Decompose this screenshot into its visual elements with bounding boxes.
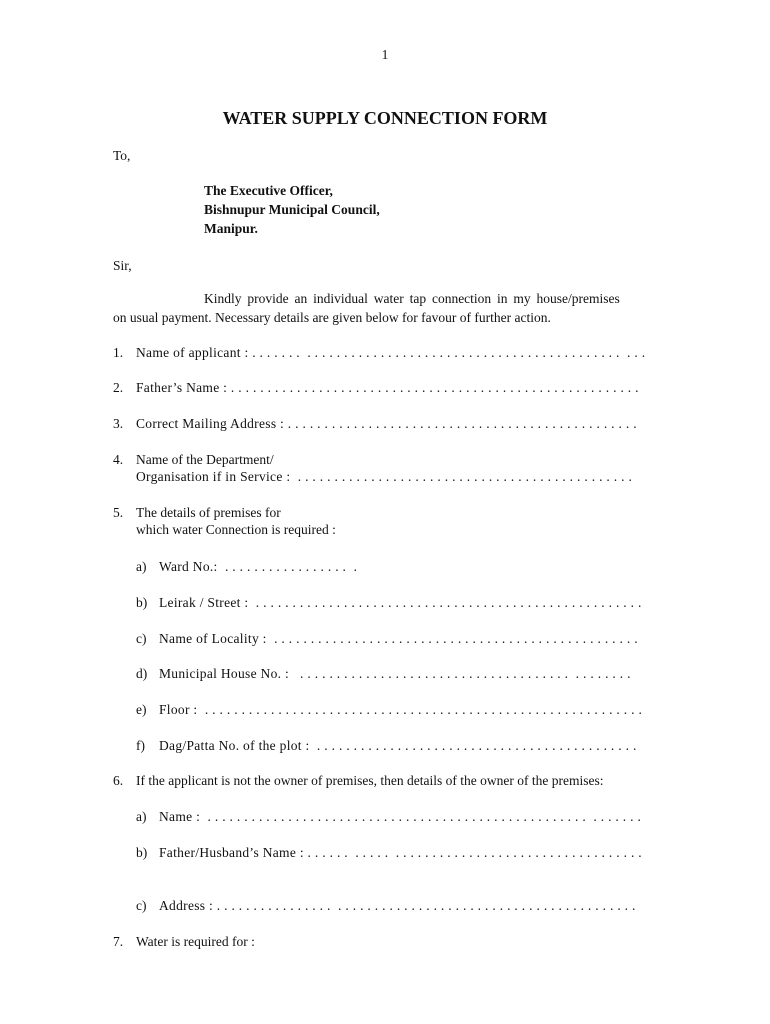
fathers-name-field[interactable]: Father’s Name : . . . . . . . . . . . . . . . . . . . . . . . . . . . . . . . . . . . . . . . . . . . . . . . . . . . . . . . .	[136, 380, 639, 395]
department-field[interactable]: Organisation if in Service : . . . . . . . . . . . . . . . . . . . . . . . . . . . . . . . . . . . . . . . . . . . . . .	[136, 469, 633, 484]
department-label: Name of the Department/	[136, 452, 274, 467]
item-1-number: 1.	[113, 345, 124, 360]
item-5d-label: d)	[136, 666, 148, 681]
addressee-line-1: The Executive Officer,	[204, 183, 333, 198]
owner-address-field[interactable]: Address : . . . . . . . . . . . . . . . . . . . . . . . . . . . . . . . . . . . . . . . . . . . . . . . . . . . . . . . . .	[159, 898, 636, 913]
item-5-number: 5.	[113, 505, 124, 520]
body-line-2: on usual payment. Necessary details are given below for favour of further action.	[113, 310, 551, 325]
addressee-line-3: Manipur.	[204, 221, 258, 236]
water-required-for-label: Water is required for :	[136, 934, 255, 949]
body-line-1: Kindly provide an individual water tap connection in my house/premises	[204, 291, 620, 306]
item-3-number: 3.	[113, 416, 124, 431]
item-5e-label: e)	[136, 702, 147, 717]
item-5c-label: c)	[136, 631, 147, 646]
item-5f-label: f)	[136, 738, 145, 753]
item-2-number: 2.	[113, 380, 124, 395]
house-no-field[interactable]: Municipal House No. : . . . . . . . . . . . . . . . . . . . . . . . . . . . . . . . . . . . . . . . . . . . . .	[159, 666, 631, 681]
applicant-name-field[interactable]: Name of applicant : . . . . . . . . . . . . . . . . . . . . . . . . . . . . . . . . . . . . . . . . . . . . . . . . . . . . .	[136, 345, 646, 360]
ward-no-field[interactable]: Ward No.: . . . . . . . . . . . . . . . . . .	[159, 559, 358, 574]
item-6c-label: c)	[136, 898, 147, 913]
item-5a-label: a)	[136, 559, 147, 574]
greeting: Sir,	[113, 258, 132, 273]
owner-details-label: If the applicant is not the owner of premises, then details of the owner of the premises:	[136, 773, 604, 788]
item-6-number: 6.	[113, 773, 124, 788]
addressee-line-2: Bishnupur Municipal Council,	[204, 202, 380, 217]
item-4-number: 4.	[113, 452, 124, 467]
item-5b-label: b)	[136, 595, 148, 610]
floor-field[interactable]: Floor : . . . . . . . . . . . . . . . . . . . . . . . . . . . . . . . . . . . . . . . . . . . . . . . . . . . . . . . . . . . .	[159, 702, 643, 717]
locality-field[interactable]: Name of Locality : . . . . . . . . . . . . . . . . . . . . . . . . . . . . . . . . . . . . . . . . . . . . . . . . . .	[159, 631, 638, 646]
form-title: WATER SUPPLY CONNECTION FORM	[222, 108, 548, 128]
item-7-number: 7.	[113, 934, 124, 949]
salutation-to: To,	[113, 148, 131, 163]
item-6b-label: b)	[136, 845, 148, 860]
owner-father-husband-field[interactable]: Father/Husband’s Name : . . . . . . . . . . . . . . . . . . . . . . . . . . . . . . . . . . . . . . . . . . . . .	[159, 845, 642, 860]
dag-patta-field[interactable]: Dag/Patta No. of the plot : . . . . . . . . . . . . . . . . . . . . . . . . . . . . . . . . . . . . . . . . . . . .	[159, 738, 637, 753]
owner-name-field[interactable]: Name : . . . . . . . . . . . . . . . . . . . . . . . . . . . . . . . . . . . . . . . . . . . . . . . . . . . . . . . . . . .	[159, 809, 642, 824]
mailing-address-field[interactable]: Correct Mailing Address : . . . . . . . . . . . . . . . . . . . . . . . . . . . . . . . . . . . . . . . . . . . . . . . .	[136, 416, 637, 431]
premises-details-label-1: The details of premises for	[136, 505, 281, 520]
premises-details-label-2: which water Connection is required :	[136, 522, 336, 537]
item-6a-label: a)	[136, 809, 147, 824]
leirak-street-field[interactable]: Leirak / Street : . . . . . . . . . . . . . . . . . . . . . . . . . . . . . . . . . . . . . . . . . . . . . . . . . . . . .	[159, 595, 642, 610]
page-number: 1	[381, 47, 389, 62]
